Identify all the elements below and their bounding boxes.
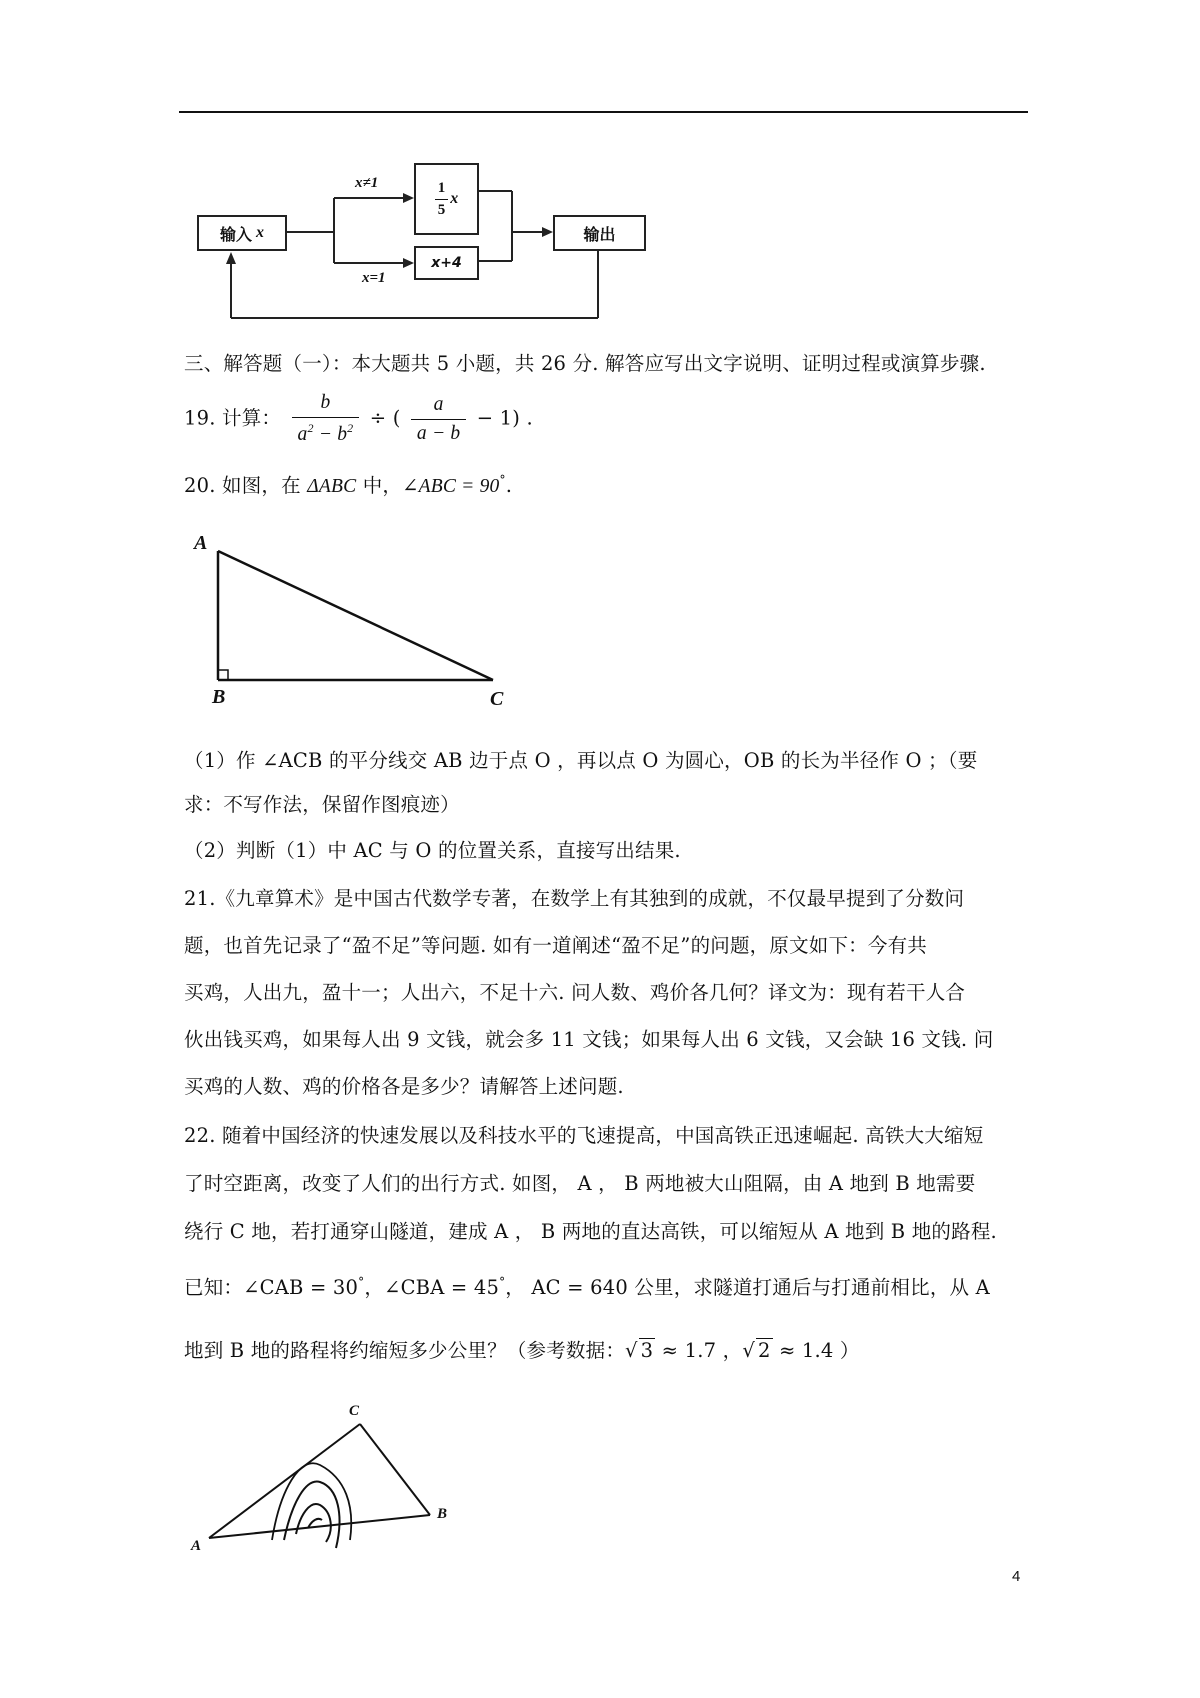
fraction-numerator: 1 [435,180,449,200]
q21-line3: 买鸡，人出九，盈十一；人出六，不足十六. 问人数、鸡价各几何？译文为：现有若干人合 [184,981,966,1004]
q22-angle-cab: 已知：∠CAB = 30 [184,1276,359,1299]
q22-angle-cba: ，∠CBA = 45 [364,1276,500,1299]
q21-line2: 题，也首先记录了“盈不足”等问题. 如有一道阐述“盈不足”的问题，原文如下：今有共 [184,934,927,957]
q20-triangle: ΔABC [307,476,357,497]
den-b: b [337,424,348,445]
q20-part1-line2: 求：不写作法，保留作图痕迹） [184,793,460,816]
q21-line1: 21.《九章算术》是中国古代数学专著，在数学上有其独到的成就，不仅最早提到了分数问 [184,887,965,910]
box-var: x [450,190,459,207]
branch-top-label: x≠1 [355,175,379,191]
q21-line4: 伙出钱买鸡，如果每人出 9 文钱，就会多 11 文钱；如果每人出 6 文钱，又会缺 16 文钱. 问 [184,1028,994,1051]
q20-degree: ° [499,473,506,487]
output-label: 输出 [583,224,616,244]
q20-end: . [505,474,513,497]
q19-f1-num: b [292,392,360,418]
q22-ac-length: ， AC = 640 公里，求隧道打通后与打通前相比，从 A [505,1276,990,1299]
divide-sign: ÷ ( [369,406,401,430]
q22-ref-approx2: ≈ 1.4 ） [772,1339,860,1362]
q22-line3: 绕行 C 地，若打通穿山隧道，建成 A ， B 两地的直达高铁，可以缩短从 A 地到 B 地的路程. [184,1220,997,1243]
q22-label-A: A [191,1538,202,1554]
q20-angle: ∠ABC = 90 [402,476,500,497]
q19-prefix: 19. 计算： [184,406,282,430]
q22-label-C: C [349,1403,360,1419]
input-label: 输入 [219,224,252,244]
q19-tail: − 1) . [476,406,533,430]
q21-line5: 买鸡的人数、鸡的价格各是多少？请解答上述问题. [184,1075,624,1098]
q22-ref-prefix: 地到 B 地的路程将约缩短多少公里？（参考数据： [184,1339,626,1362]
q20-prefix: 20. 如图，在 [184,474,301,497]
sqrt-2: 2 [757,1339,771,1362]
fraction-denominator: 5 [437,201,446,218]
page-number: 4 [1012,1568,1021,1585]
sq: 2 [347,421,354,435]
q19-f2-den: a − b [416,422,461,444]
q19-f2-num: a [411,394,466,420]
q22-line5: 地到 B 地的路程将约缩短多少公里？（参考数据：√ 3 ≈ 1.7 ，√ 2 ≈ 1.4 ） [184,1339,860,1362]
q20-label-B: B [212,686,226,708]
branch-bottom-label: x=1 [362,270,386,286]
q20-part2: （2）判断（1）中 AC 与 O 的位置关系，直接写出结果. [184,839,681,862]
degree-mark: ° [358,1275,365,1289]
sqrt-3: 3 [640,1339,654,1362]
q19-f1-den: $a^2 - b^2$ [297,421,354,445]
input-var: x [256,224,264,241]
q22-line1: 22. 随着中国经济的快速发展以及科技水平的飞速提高，中国高铁正迅速崛起. 高铁大大缩短 [184,1124,984,1147]
q20-mid: 中， [356,474,403,497]
box-x-plus-4-label: x+4 [431,255,462,271]
q20-part1-line1: （1）作 ∠ACB 的平分线交 AB 边于点 O ，再以点 O 为圆心，OB 的长为半径作 O ；（要 [184,749,978,772]
q20-label-C: C [490,688,504,710]
q20-label-A: A [194,532,208,554]
degree-mark: ° [499,1275,506,1289]
sq: 2 [307,421,314,435]
q22-line2: 了时空距离，改变了人们的出行方式. 如图， A ， B 两地被大山阻隔，由 A 地到 B 地需要 [184,1172,976,1195]
section-3-heading: 三、解答题（一）：本大题共 5 小题，共 26 分. 解答应写出文字说明、证明过程或演算步骤. [184,352,986,375]
q22-ref-approx1: ≈ 1.7 ， [655,1339,743,1362]
den-a: a [297,424,308,445]
q22-label-B: B [437,1506,448,1522]
